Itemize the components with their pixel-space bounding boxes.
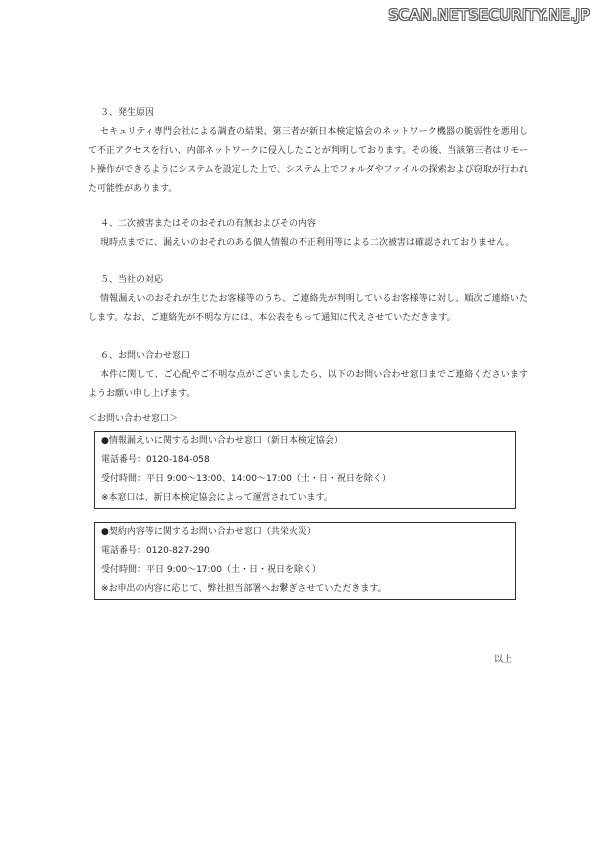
section-heading: ５、当社の対応 — [100, 275, 164, 285]
contact-phone: 電話番号：0120-827-290 — [101, 546, 210, 556]
section-company-response — [88, 271, 528, 328]
contact-phone: 電話番号：0120-184-058 — [101, 455, 210, 465]
document-body — [88, 104, 528, 600]
section-cause — [88, 104, 528, 199]
section-paragraph: 情報漏えいのおそれが生じたお客様等のうち、ご連絡先が判明しているお客様等に対し、順次ご連絡いたします。なお、ご連絡先が不明な方には、本公表をもって通知に代えさせていただきます。 — [88, 294, 528, 323]
section-heading: ６、お問い合わせ窓口 — [100, 351, 191, 361]
closing-text: 以上 — [494, 655, 513, 665]
watermark-text: SCAN.NETSECURITY.NE.JP — [388, 6, 590, 24]
contact-hours: 受付時間：平日 9:00～13:00、14:00～17:00（土・日・祝日を除く） — [101, 474, 391, 484]
contact-box-title: ●契約内容等に関するお問い合わせ窓口（共栄火災） — [101, 527, 316, 537]
section-paragraph: セキュリティ専門会社による調査の結果、第三者が新日本検定協会のネットワーク機器の脆弱性を悪用して不正アクセスを行い、内部ネットワークに侵入したことが判明しております。その後、当該第三者はリモート操作ができるようにシステムを設定した上で、システム上でフォルダやファイルの探索および窃取が行われた可能性があります。 — [88, 127, 528, 194]
section-heading: ４、二次被害またはそのおそれの有無およびその内容 — [100, 219, 317, 229]
section-secondary-damage — [88, 215, 528, 253]
contact-box-title: ●情報漏えいに関するお問い合わせ窓口（新日本検定協会） — [101, 436, 343, 446]
contact-hours: 受付時間：平日 9:00～17:00（土・日・祝日を除く） — [101, 565, 322, 575]
section-heading: ３、発生原因 — [100, 108, 155, 118]
contact-label: ＜お問い合わせ窓口＞ — [88, 414, 179, 424]
section-inquiries — [88, 347, 528, 404]
section-paragraph: 本件に関して、ご心配やご不明な点がございましたら、以下のお問い合わせ窓口までご連絡くださいますようお願い申し上げます。 — [88, 370, 528, 399]
contact-box-leak — [94, 431, 516, 509]
contact-note: ※本窓口は、新日本検定協会によって運営されています。 — [101, 493, 333, 503]
section-paragraph: 現時点までに、漏えいのおそれのある個人情報の不正利用等による二次被害は確認されておりません。 — [100, 238, 515, 248]
contact-box-contract — [94, 522, 516, 600]
contact-note: ※お申出の内容に応じて、弊社担当部署へお繋ぎさせていただきます。 — [101, 584, 387, 594]
